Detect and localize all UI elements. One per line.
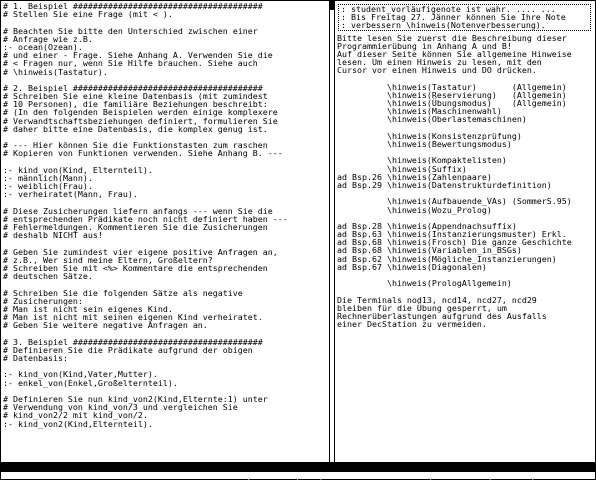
code-line[interactable]: # Zusicherungen: bbox=[3, 295, 83, 306]
scrollbar-thumb[interactable] bbox=[330, 1, 334, 10]
code-line[interactable]: # Diese Zusicherungen liefern anfangs --- wenn Sie die bbox=[3, 205, 273, 216]
hint-line[interactable]: \hinweis(Aufbauende_VAs) (SommerS.95) bbox=[337, 196, 572, 207]
hint-line[interactable]: \hinweis(Kompaktelisten) bbox=[337, 155, 507, 166]
code-line[interactable]: # < Fragen nur, wenn Sie Hilfe brauchen. Siehe auch bbox=[3, 58, 258, 69]
code-line[interactable]: # Verwendung von kind_von/3 und vergleichen Sie bbox=[3, 402, 238, 413]
code-line[interactable]: # z.B., Wer sind meine Eltern, Großeltern? bbox=[3, 254, 213, 265]
code-line[interactable]: # Definieren Sie nun kind_von2(Kind,Elternte:1) unter bbox=[3, 394, 268, 404]
code-line[interactable]: # Kopieren von Funktionen verwenden. Siehe Anhang B. --- bbox=[3, 148, 283, 159]
hint-line[interactable]: \hinweis(Tastatur) (Allgemein) bbox=[337, 81, 567, 92]
left-editor-pane[interactable] bbox=[1, 1, 329, 462]
hint-line[interactable]: ad Bsp.26 \hinweis(Zahlenpaare) bbox=[337, 171, 492, 182]
hint-line[interactable]: ad Bsp.28 \hinweis(Appendnachsuffix) bbox=[337, 220, 517, 231]
hint-line[interactable]: ad Bsp.63 \hinweis(Instanzierungsmuster) Erkl. bbox=[337, 229, 567, 240]
code-line[interactable]: # Fehlermeldungen. Kommentieren Sie die Zusicherungen bbox=[3, 222, 268, 233]
hint-line[interactable]: ad Bsp.67 \hinweis(Diagonalen) bbox=[337, 261, 487, 272]
code-line[interactable]: # Man ist nicht mit seinen eigenen Kind verheiratet. bbox=[3, 312, 263, 323]
hint-line[interactable]: Auf dieser Seite können Sie allgemeine Hinweise bbox=[337, 48, 572, 59]
hint-line[interactable]: \hinweis(PrologAllgemein) bbox=[337, 278, 512, 289]
code-line[interactable]: # daher bitte eine Datenbasis, die komplex genug ist. bbox=[3, 123, 268, 134]
code-line[interactable]: # kind_von2/2 mit kind_von/2. bbox=[3, 410, 148, 421]
hint-line[interactable]: \hinweis(Übungsmodus) (Allgemein) bbox=[337, 98, 567, 109]
code-line[interactable]: # Definieren Sie die Prädikate aufgrund der obigen bbox=[3, 344, 253, 355]
code-line[interactable]: :- männlich(Mann). bbox=[3, 172, 93, 183]
hint-line[interactable]: Bitte lesen Sie zuerst die Beschreibung dieser bbox=[337, 32, 567, 43]
code-line[interactable]: # (In den folgenden Beispielen werden einige komplexere bbox=[3, 107, 278, 118]
hint-line[interactable]: Programmierübung in Anhang A und B! bbox=[337, 40, 512, 51]
code-line[interactable]: # \hinweis(Tastatur). bbox=[3, 66, 108, 77]
code-line[interactable]: # Anfrage wie z.B. bbox=[3, 33, 93, 44]
mode-line bbox=[1, 462, 595, 472]
code-line[interactable]: # Man ist nicht sein eigenes Kind. bbox=[3, 303, 173, 314]
code-line[interactable]: :- kind_von(Kind, Elternteil). bbox=[3, 164, 153, 175]
code-line[interactable]: :- kind_von2(Kind,Elternteil). bbox=[3, 418, 153, 429]
hint-line[interactable]: ad Bsp.29 \hinweis(Datenstrukturdefinition) bbox=[337, 179, 552, 190]
left-pane-text[interactable] bbox=[1, 1, 329, 428]
hint-line[interactable]: Cursor vor einen Hinweis und DO drücken. bbox=[337, 65, 537, 76]
right-pane-text[interactable] bbox=[335, 33, 595, 329]
code-line[interactable]: # Geben Sie weitere negative Anfragen an. bbox=[3, 320, 208, 331]
hint-line[interactable]: ad Bsp.68 \hinweis(Frosch) Die ganze Geschichte bbox=[337, 237, 572, 248]
code-line[interactable]: # Verwandtschaftsbeziehungen definiert, formulieren Sie bbox=[3, 115, 278, 126]
code-line[interactable]: # Schreiben Sie mit <%> Kommentare die entsprechenden bbox=[3, 263, 268, 273]
grade-notice-box bbox=[338, 4, 591, 31]
code-line[interactable]: # entsprechenden Prädikate noch nicht definiert haben --- bbox=[3, 213, 288, 224]
code-line[interactable]: # Datenbasis: bbox=[3, 353, 68, 364]
hint-line[interactable]: einer DecStation zu vermeiden. bbox=[337, 319, 487, 330]
code-line[interactable]: :- weiblich(Frau). bbox=[3, 181, 93, 192]
right-hint-pane[interactable] bbox=[335, 1, 595, 462]
notice-line[interactable]: : verbessern \hinweis(Notenverbesserung). bbox=[341, 20, 546, 31]
hint-line[interactable]: ad Bsp.62 \hinweis(Mögliche_Instanzierungen) bbox=[337, 253, 557, 264]
hint-line[interactable]: \hinweis(Oberlastemaschinen) bbox=[337, 114, 527, 125]
code-line[interactable]: # Schreiben Sie die folgenden Sätze als negative bbox=[3, 287, 243, 298]
code-line[interactable]: :- kind_von(Kind,Vater,Mutter). bbox=[3, 369, 158, 380]
code-line[interactable]: # 10 Personen), die familiäre Beziehungen beschreibt: bbox=[3, 99, 268, 110]
hint-line[interactable]: Die Terminals nod13, ncd14, ncd27, ncd29 bbox=[337, 294, 537, 305]
code-line[interactable]: # deutschen Sätze. bbox=[3, 271, 93, 282]
hint-line[interactable]: \hinweis(Konsistenzprüfung) bbox=[337, 130, 522, 141]
code-line[interactable]: :- verheiratet(Mann, Frau). bbox=[3, 189, 138, 200]
hint-line[interactable]: \hinweis(Reservierung) (Allgemein) bbox=[337, 89, 567, 100]
notice-line[interactable]: : Bis Freitag 27. Jänner können Sie Ihre Note bbox=[341, 12, 566, 23]
code-line[interactable]: # 3. Beispiel ###################################### bbox=[3, 336, 263, 347]
code-line[interactable]: # 2. Beispiel ###################################### bbox=[3, 82, 263, 93]
code-line[interactable]: # Geben Sie zumindest vier eigene positive Anfragen an, bbox=[3, 246, 278, 257]
hint-line[interactable]: \hinweis(Wozu_Prolog) bbox=[337, 204, 492, 215]
hint-line[interactable]: \hinweis(Suffix) bbox=[337, 163, 467, 174]
code-line[interactable]: # 1. Beispiel ###################################### bbox=[3, 1, 263, 11]
code-line[interactable]: :- enkel_von(Enkel,Großelternteil). bbox=[3, 377, 178, 388]
code-line[interactable]: # Stellen Sie eine Frage (mit < ). bbox=[3, 9, 173, 20]
code-line[interactable]: # --- Hier können Sie die Funktionstasten zum raschen bbox=[3, 140, 268, 151]
code-line[interactable]: :- ocean(Ozean). bbox=[3, 41, 83, 52]
code-line[interactable]: # deshalb NICHT aus! bbox=[3, 230, 103, 241]
hint-line[interactable]: \hinweis(Maschinenwahl) bbox=[337, 106, 502, 117]
code-line[interactable]: # und einer - Frage. Siehe Anhang A. Verwenden Sie die bbox=[3, 50, 273, 61]
hint-line[interactable]: Rechnerüberlastungen aufgrund des Ausfalls bbox=[337, 310, 547, 321]
hint-line[interactable]: \hinweis(Bewertungsmodus) bbox=[337, 139, 512, 149]
code-line[interactable]: # Beachten Sie bitte den Unterschied zwischen einer bbox=[3, 25, 258, 36]
minibuffer[interactable] bbox=[1, 472, 595, 479]
hint-line[interactable]: bleiben für die Übung gesperrt, um bbox=[337, 302, 507, 313]
code-line[interactable]: # Schreiben Sie eine kleine Datenbasis (mit zumindest bbox=[3, 91, 268, 102]
hint-line[interactable]: ad Bsp.68 \hinweis(Variablen_in_BSGs) bbox=[337, 245, 522, 256]
notice-line[interactable]: : student_vorläufigenote ist wahr. .... ... bbox=[341, 4, 556, 14]
hint-line[interactable]: lesen. Um einen Hinweis zu lesen, mit den bbox=[337, 57, 542, 68]
